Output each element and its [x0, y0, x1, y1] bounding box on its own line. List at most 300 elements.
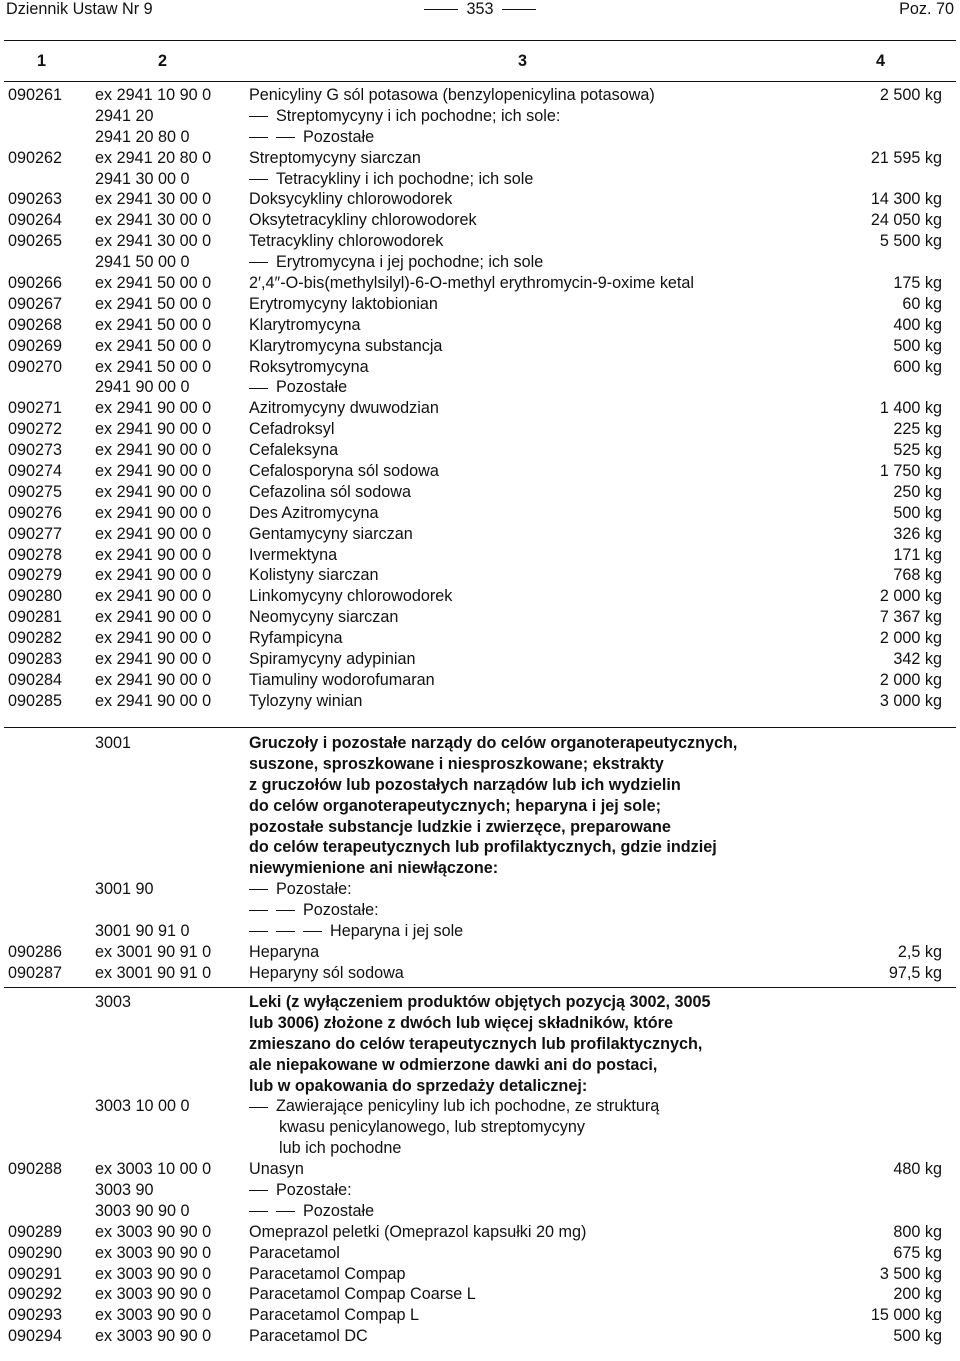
- table-row: [4, 1222, 956, 1243]
- quantity: 342 kg: [893, 650, 942, 669]
- description-cell: [249, 169, 533, 190]
- description-cell: [249, 775, 681, 796]
- cn-code: 2941 20: [95, 106, 154, 125]
- quantity: 171 kg: [893, 545, 942, 564]
- description-cell: [249, 1055, 657, 1076]
- description-cell: [249, 607, 398, 628]
- table-row: [4, 1305, 956, 1326]
- page-header: [6, 0, 954, 20]
- quantity: 1 400 kg: [879, 399, 942, 418]
- description-cell: [249, 921, 463, 942]
- table-row: [4, 482, 956, 503]
- description-text: Omeprazol peletki (Omeprazol kapsułki 20 mg): [249, 1222, 587, 1241]
- item-number: 090270: [8, 357, 63, 376]
- cn-code: 3003 10 00 0: [95, 1097, 190, 1116]
- description-text: Pozostałe: [303, 1201, 375, 1220]
- table-row: [4, 1013, 956, 1034]
- description-cell: [249, 482, 411, 503]
- cn-code: 3003: [95, 993, 132, 1011]
- quantity: 5 500 kg: [879, 232, 942, 251]
- table-row: [4, 189, 956, 210]
- description-cell: [249, 1159, 304, 1180]
- description-text: Doksycykliny chlorowodorek: [249, 190, 453, 209]
- item-number: 090280: [8, 587, 63, 606]
- quantity: 225 kg: [893, 420, 942, 439]
- description-cell: [249, 189, 452, 210]
- item-number: 090279: [8, 566, 63, 585]
- cn-code: 2941 30 00 0: [95, 169, 190, 188]
- table-row: [4, 1096, 956, 1117]
- description-text: Cefadroksyl: [249, 420, 335, 439]
- cn-code: ex 2941 30 00 0: [95, 211, 212, 230]
- description-cell: [249, 691, 362, 712]
- item-number: 090283: [8, 650, 63, 669]
- description-text: Pozostałe:: [276, 1181, 352, 1200]
- cn-code: ex 2941 50 00 0: [95, 274, 212, 293]
- item-number: 090267: [8, 294, 63, 313]
- table-row: [4, 1201, 956, 1222]
- description-cell: [249, 85, 655, 106]
- description-text: Paracetamol Compap L: [249, 1306, 420, 1325]
- description-cell: [249, 733, 737, 754]
- item-number: 090287: [8, 963, 63, 982]
- cn-code: ex 2941 90 00 0: [95, 691, 212, 710]
- description-text: lub ich pochodne: [279, 1139, 402, 1158]
- cn-code: 2941 50 00 0: [95, 253, 190, 272]
- quantity: 15 000 kg: [870, 1306, 942, 1325]
- description-cell: [249, 273, 694, 294]
- item-number: 090289: [8, 1222, 63, 1241]
- table-row: [4, 691, 956, 712]
- table-row: [4, 565, 956, 586]
- cn-code: ex 2941 90 00 0: [95, 650, 212, 669]
- quantity: 250 kg: [893, 482, 942, 501]
- description-text: Pozostałe:: [276, 880, 352, 899]
- description-cell: [249, 1138, 401, 1159]
- cn-code: ex 3003 10 00 0: [95, 1160, 212, 1179]
- item-number: 090275: [8, 482, 63, 501]
- description-text: Des Azitromycyna: [249, 503, 379, 522]
- item-number: 090285: [8, 691, 63, 710]
- quantity: 2 000 kg: [879, 629, 942, 648]
- quantity: 2 500 kg: [879, 86, 942, 104]
- table-row: [4, 900, 956, 921]
- description-cell: [249, 1076, 587, 1097]
- page-number: 353: [466, 0, 494, 18]
- description-cell: [249, 336, 442, 357]
- item-number: 090278: [8, 545, 63, 564]
- description-text: Linkomycyny chlorowodorek: [249, 587, 453, 606]
- description-text: zmieszano do celów terapeutycznych lub profilaktycznych,: [249, 1034, 703, 1053]
- table-row: [4, 1264, 956, 1285]
- item-number: 090281: [8, 608, 63, 627]
- table-row: [4, 315, 956, 336]
- quantity: 60 kg: [902, 294, 942, 313]
- table-row: [4, 106, 956, 127]
- indent-dashes: [249, 169, 276, 190]
- description-text: Klarytromycyna: [249, 315, 361, 334]
- description-cell: [249, 315, 361, 336]
- cn-code: ex 3001 90 91 0: [95, 942, 212, 961]
- cn-code: ex 2941 90 00 0: [95, 399, 212, 418]
- description-text: Spiramycyny adypinian: [249, 650, 416, 669]
- item-number: 090271: [8, 399, 63, 418]
- description-text: Paracetamol: [249, 1243, 340, 1262]
- description-cell: [249, 1096, 659, 1117]
- description-text: kwasu penicylanowego, lub streptomycyny: [279, 1118, 585, 1137]
- journal-title: Dziennik Ustaw Nr 9: [6, 0, 153, 18]
- table-row: [4, 377, 956, 398]
- description-text: Tiamuliny wodorofumaran: [249, 670, 435, 689]
- table-row: [4, 1055, 956, 1076]
- table-row: [4, 440, 956, 461]
- cn-code: ex 3003 90 90 0: [95, 1243, 212, 1262]
- description-cell: [249, 796, 661, 817]
- quantity: 3 000 kg: [879, 691, 942, 710]
- item-number: 090291: [8, 1264, 63, 1283]
- description-text: Tetracykliny i ich pochodne; ich sole: [276, 169, 534, 188]
- item-number: 090265: [8, 232, 63, 251]
- description-cell: [249, 148, 421, 169]
- table-row: [4, 754, 956, 775]
- table-row: [4, 1076, 956, 1097]
- description-text: Pozostałe:: [303, 901, 379, 920]
- section-3003: [4, 987, 956, 1347]
- indent-dashes: [249, 900, 303, 921]
- table-row: [4, 796, 956, 817]
- cn-code: ex 2941 90 00 0: [95, 545, 212, 564]
- item-number: 090277: [8, 524, 63, 543]
- description-text: pozostałe substancje ludzkie i zwierzęce, preparowane: [249, 817, 671, 836]
- description-cell: [249, 461, 439, 482]
- table-row: [4, 1138, 956, 1159]
- cn-code: ex 3001 90 91 0: [95, 963, 212, 982]
- table-row: [4, 837, 956, 858]
- description-text: Tylozyny winian: [249, 691, 363, 710]
- item-number: 090293: [8, 1306, 63, 1325]
- description-cell: [249, 1180, 352, 1201]
- cn-code: 3001 90: [95, 880, 154, 899]
- indent-dashes: [249, 1096, 276, 1117]
- description-text: Neomycyny siarczan: [249, 608, 399, 627]
- description-text: Erytromycyna i jej pochodne; ich sole: [276, 253, 544, 272]
- item-number: 090268: [8, 315, 63, 334]
- description-cell: [249, 440, 338, 461]
- description-text: niewymienione ani niewłączone:: [249, 859, 499, 878]
- description-text: Gentamycyny siarczan: [249, 524, 413, 543]
- description-text: Gruczoły i pozostałe narządy do celów organoterapeutycznych,: [249, 734, 738, 752]
- description-cell: [249, 545, 337, 566]
- column-header-3: 3: [518, 52, 528, 70]
- description-cell: [249, 628, 343, 649]
- cn-code: 3001 90 91 0: [95, 922, 190, 941]
- cn-code: ex 2941 20 80 0: [95, 148, 212, 167]
- item-number: 090262: [8, 148, 63, 167]
- table-row: [4, 1326, 956, 1347]
- column-header-1: 1: [37, 52, 47, 70]
- item-number: 090282: [8, 629, 63, 648]
- table-row: [4, 210, 956, 231]
- cn-code: ex 3003 90 90 0: [95, 1222, 212, 1241]
- cn-code: ex 2941 90 00 0: [95, 524, 212, 543]
- description-cell: [249, 503, 379, 524]
- description-text: Ryfampicyna: [249, 629, 343, 648]
- description-text: do celów terapeutycznych lub profilaktycznych, gdzie indziej: [249, 838, 717, 857]
- description-text: Kolistyny siarczan: [249, 566, 379, 585]
- description-text: Cefaleksyna: [249, 441, 339, 460]
- quantity: 7 367 kg: [879, 608, 942, 627]
- table-row: [4, 733, 956, 754]
- quantity: 500 kg: [893, 336, 942, 355]
- description-text: Leki (z wyłączeniem produktów objętych pozycją 3002, 3005: [249, 993, 711, 1011]
- description-cell: [249, 858, 498, 879]
- section-antibiotics: [4, 85, 956, 712]
- quantity: 326 kg: [893, 524, 942, 543]
- table-row: [4, 294, 956, 315]
- description-text: Cefazolina sól sodowa: [249, 482, 411, 501]
- description-cell: [249, 817, 671, 838]
- table-row: [4, 1034, 956, 1055]
- table-row: [4, 670, 956, 691]
- description-text: Streptomycyny i ich pochodne; ich sole:: [276, 106, 561, 125]
- quantity: 500 kg: [893, 1327, 942, 1346]
- description-cell: [249, 106, 560, 127]
- indent-dashes: [249, 1180, 276, 1201]
- description-cell: [249, 1034, 702, 1055]
- cn-code: 3001: [95, 734, 132, 752]
- table-row: [4, 169, 956, 190]
- indent-dashes: [249, 127, 303, 148]
- table-row: [4, 1284, 956, 1305]
- description-text: Ivermektyna: [249, 545, 338, 564]
- description-cell: [249, 1326, 368, 1347]
- description-text: do celów organoterapeutycznych; heparyna i jej sole;: [249, 796, 661, 815]
- quantity: 400 kg: [893, 315, 942, 334]
- description-cell: [249, 377, 347, 398]
- table-row: [4, 586, 956, 607]
- description-cell: [249, 963, 404, 984]
- cn-code: ex 2941 90 00 0: [95, 587, 212, 606]
- quantity: 200 kg: [893, 1285, 942, 1304]
- item-number: 090286: [8, 942, 63, 961]
- item-number: 090273: [8, 441, 63, 460]
- cn-code: ex 2941 90 00 0: [95, 608, 212, 627]
- quantity: 500 kg: [893, 503, 942, 522]
- quantity: 800 kg: [893, 1222, 942, 1241]
- description-text: Erytromycyny laktobionian: [249, 294, 438, 313]
- description-text: Paracetamol Compap Coarse L: [249, 1285, 476, 1304]
- description-cell: [249, 879, 352, 900]
- description-text: Pozostałe: [303, 127, 375, 146]
- description-cell: [249, 231, 443, 252]
- item-number: 090294: [8, 1327, 63, 1346]
- column-header-row: [4, 40, 956, 82]
- indent-dashes: [249, 879, 276, 900]
- description-text: Roksytromycyna: [249, 357, 369, 376]
- table-row: [4, 545, 956, 566]
- table-row: [4, 419, 956, 440]
- description-cell: [249, 992, 711, 1013]
- description-cell: [249, 942, 319, 963]
- description-text: Unasyn: [249, 1160, 304, 1179]
- table-row: [4, 503, 956, 524]
- description-text: suszone, sproszkowane i niesproszkowane; ekstrakty: [249, 754, 664, 773]
- cn-code: ex 2941 90 00 0: [95, 482, 212, 501]
- table-row: [4, 1243, 956, 1264]
- quantity: 24 050 kg: [870, 211, 942, 230]
- table-row: [4, 85, 956, 106]
- description-cell: [249, 524, 413, 545]
- quantity: 14 300 kg: [870, 190, 942, 209]
- dash-right: [502, 9, 536, 10]
- description-cell: [249, 1305, 419, 1326]
- cn-code: ex 2941 90 00 0: [95, 670, 212, 689]
- description-cell: [249, 837, 717, 858]
- cn-code: ex 2941 90 00 0: [95, 566, 212, 585]
- quantity: 525 kg: [893, 441, 942, 460]
- quantity: 2 000 kg: [879, 587, 942, 606]
- table-row: [4, 1117, 956, 1138]
- page-number-wrap: [6, 0, 954, 19]
- item-number: 090269: [8, 336, 63, 355]
- table-row: [4, 273, 956, 294]
- cn-code: ex 3003 90 90 0: [95, 1327, 212, 1346]
- description-cell: [249, 1243, 340, 1264]
- quantity: 768 kg: [893, 566, 942, 585]
- quantity: 675 kg: [893, 1243, 942, 1262]
- description-cell: [249, 1117, 585, 1138]
- table-row: [4, 921, 956, 942]
- table-row: [4, 942, 956, 963]
- table-row: [4, 628, 956, 649]
- indent-dashes: [249, 1201, 303, 1222]
- cn-code: ex 2941 10 90 0: [95, 86, 212, 104]
- cn-code: ex 2941 30 00 0: [95, 232, 212, 251]
- table-row: [4, 252, 956, 273]
- table-row: [4, 963, 956, 984]
- description-text: Paracetamol DC: [249, 1327, 368, 1346]
- description-cell: [249, 670, 435, 691]
- description-cell: [249, 252, 543, 273]
- cn-code: 3003 90 90 0: [95, 1201, 190, 1220]
- description-text: Oksytetracykliny chlorowodorek: [249, 211, 477, 230]
- dash-left: [424, 9, 458, 10]
- table-row: [4, 607, 956, 628]
- table-row: [4, 858, 956, 879]
- description-text: Paracetamol Compap: [249, 1264, 406, 1283]
- cn-code: ex 2941 90 00 0: [95, 629, 212, 648]
- item-number: 090264: [8, 211, 63, 230]
- description-text: Heparyna i jej sole: [330, 922, 464, 941]
- description-cell: [249, 127, 374, 148]
- item-number: 090288: [8, 1160, 63, 1179]
- quantity: 2,5 kg: [897, 942, 942, 961]
- table-row: [4, 524, 956, 545]
- description-text: Tetracykliny chlorowodorek: [249, 232, 444, 251]
- description-cell: [249, 210, 477, 231]
- cn-code: ex 2941 90 00 0: [95, 503, 212, 522]
- cn-code: ex 2941 50 00 0: [95, 315, 212, 334]
- cn-code: 3003 90: [95, 1181, 154, 1200]
- description-text: ale niepakowane w odmierzone dawki ani do postaci,: [249, 1055, 658, 1074]
- description-cell: [249, 1013, 673, 1034]
- cn-code: ex 2941 50 00 0: [95, 357, 212, 376]
- description-text: Streptomycyny siarczan: [249, 148, 421, 167]
- cn-code: ex 3003 90 90 0: [95, 1285, 212, 1304]
- description-text: Klarytromycyna substancja: [249, 336, 443, 355]
- table-row: [4, 127, 956, 148]
- position-number: Poz. 70: [899, 0, 954, 18]
- description-cell: [249, 754, 664, 775]
- table-row: [4, 817, 956, 838]
- cn-code: 2941 90 00 0: [95, 378, 190, 397]
- item-number: 090290: [8, 1243, 63, 1262]
- quantity: 97,5 kg: [888, 963, 942, 982]
- quantity: 2 000 kg: [879, 670, 942, 689]
- description-cell: [249, 357, 369, 378]
- quantity: 480 kg: [893, 1160, 942, 1179]
- description-cell: [249, 900, 379, 921]
- cn-code: 2941 20 80 0: [95, 127, 190, 146]
- table-row: [4, 649, 956, 670]
- cn-code: ex 2941 90 00 0: [95, 420, 212, 439]
- table-row: [4, 461, 956, 482]
- table-row: [4, 992, 956, 1013]
- item-number: 090261: [8, 86, 63, 104]
- cn-code: ex 2941 50 00 0: [95, 294, 212, 313]
- description-text: z gruczołów lub pozostałych narządów lub ich wydzielin: [249, 775, 681, 794]
- item-number: 090284: [8, 670, 63, 689]
- item-number: 090272: [8, 420, 63, 439]
- section-3001: [4, 727, 956, 984]
- table-row: [4, 775, 956, 796]
- description-cell: [249, 419, 334, 440]
- table-row: [4, 879, 956, 900]
- description-text: lub 3006) złożone z dwóch lub więcej składników, które: [249, 1013, 673, 1032]
- cn-code: ex 3003 90 90 0: [95, 1264, 212, 1283]
- table-row: [4, 1159, 956, 1180]
- item-number: 090276: [8, 503, 63, 522]
- quantity: 3 500 kg: [879, 1264, 942, 1283]
- table-row: [4, 357, 956, 378]
- cn-code: ex 2941 30 00 0: [95, 190, 212, 209]
- table-row: [4, 336, 956, 357]
- column-header-2: 2: [158, 52, 168, 70]
- description-cell: [249, 649, 415, 670]
- quantity: 175 kg: [893, 274, 942, 293]
- indent-dashes: [249, 252, 276, 273]
- cn-code: ex 2941 50 00 0: [95, 336, 212, 355]
- description-cell: [249, 1222, 586, 1243]
- description-text: Cefalosporyna sól sodowa: [249, 462, 439, 481]
- description-cell: [249, 1201, 374, 1222]
- indent-dashes: [249, 106, 276, 127]
- quantity: 21 595 kg: [870, 148, 942, 167]
- description-text: Pozostałe: [276, 378, 348, 397]
- description-text: Penicyliny G sól potasowa (benzylopenicylina potasowa): [249, 86, 655, 104]
- item-number: 090266: [8, 274, 63, 293]
- description-text: lub w opakowania do sprzedaży detalicznej:: [249, 1076, 588, 1095]
- description-cell: [249, 565, 379, 586]
- table-row: [4, 1180, 956, 1201]
- description-text: Azitromycyny dwuwodzian: [249, 399, 439, 418]
- description-cell: [249, 1284, 476, 1305]
- item-number: 090274: [8, 462, 63, 481]
- quantity: 1 750 kg: [879, 462, 942, 481]
- description-text: Zawierające penicyliny lub ich pochodne, ze strukturą: [276, 1097, 660, 1116]
- column-header-4: 4: [876, 52, 886, 70]
- table-row: [4, 231, 956, 252]
